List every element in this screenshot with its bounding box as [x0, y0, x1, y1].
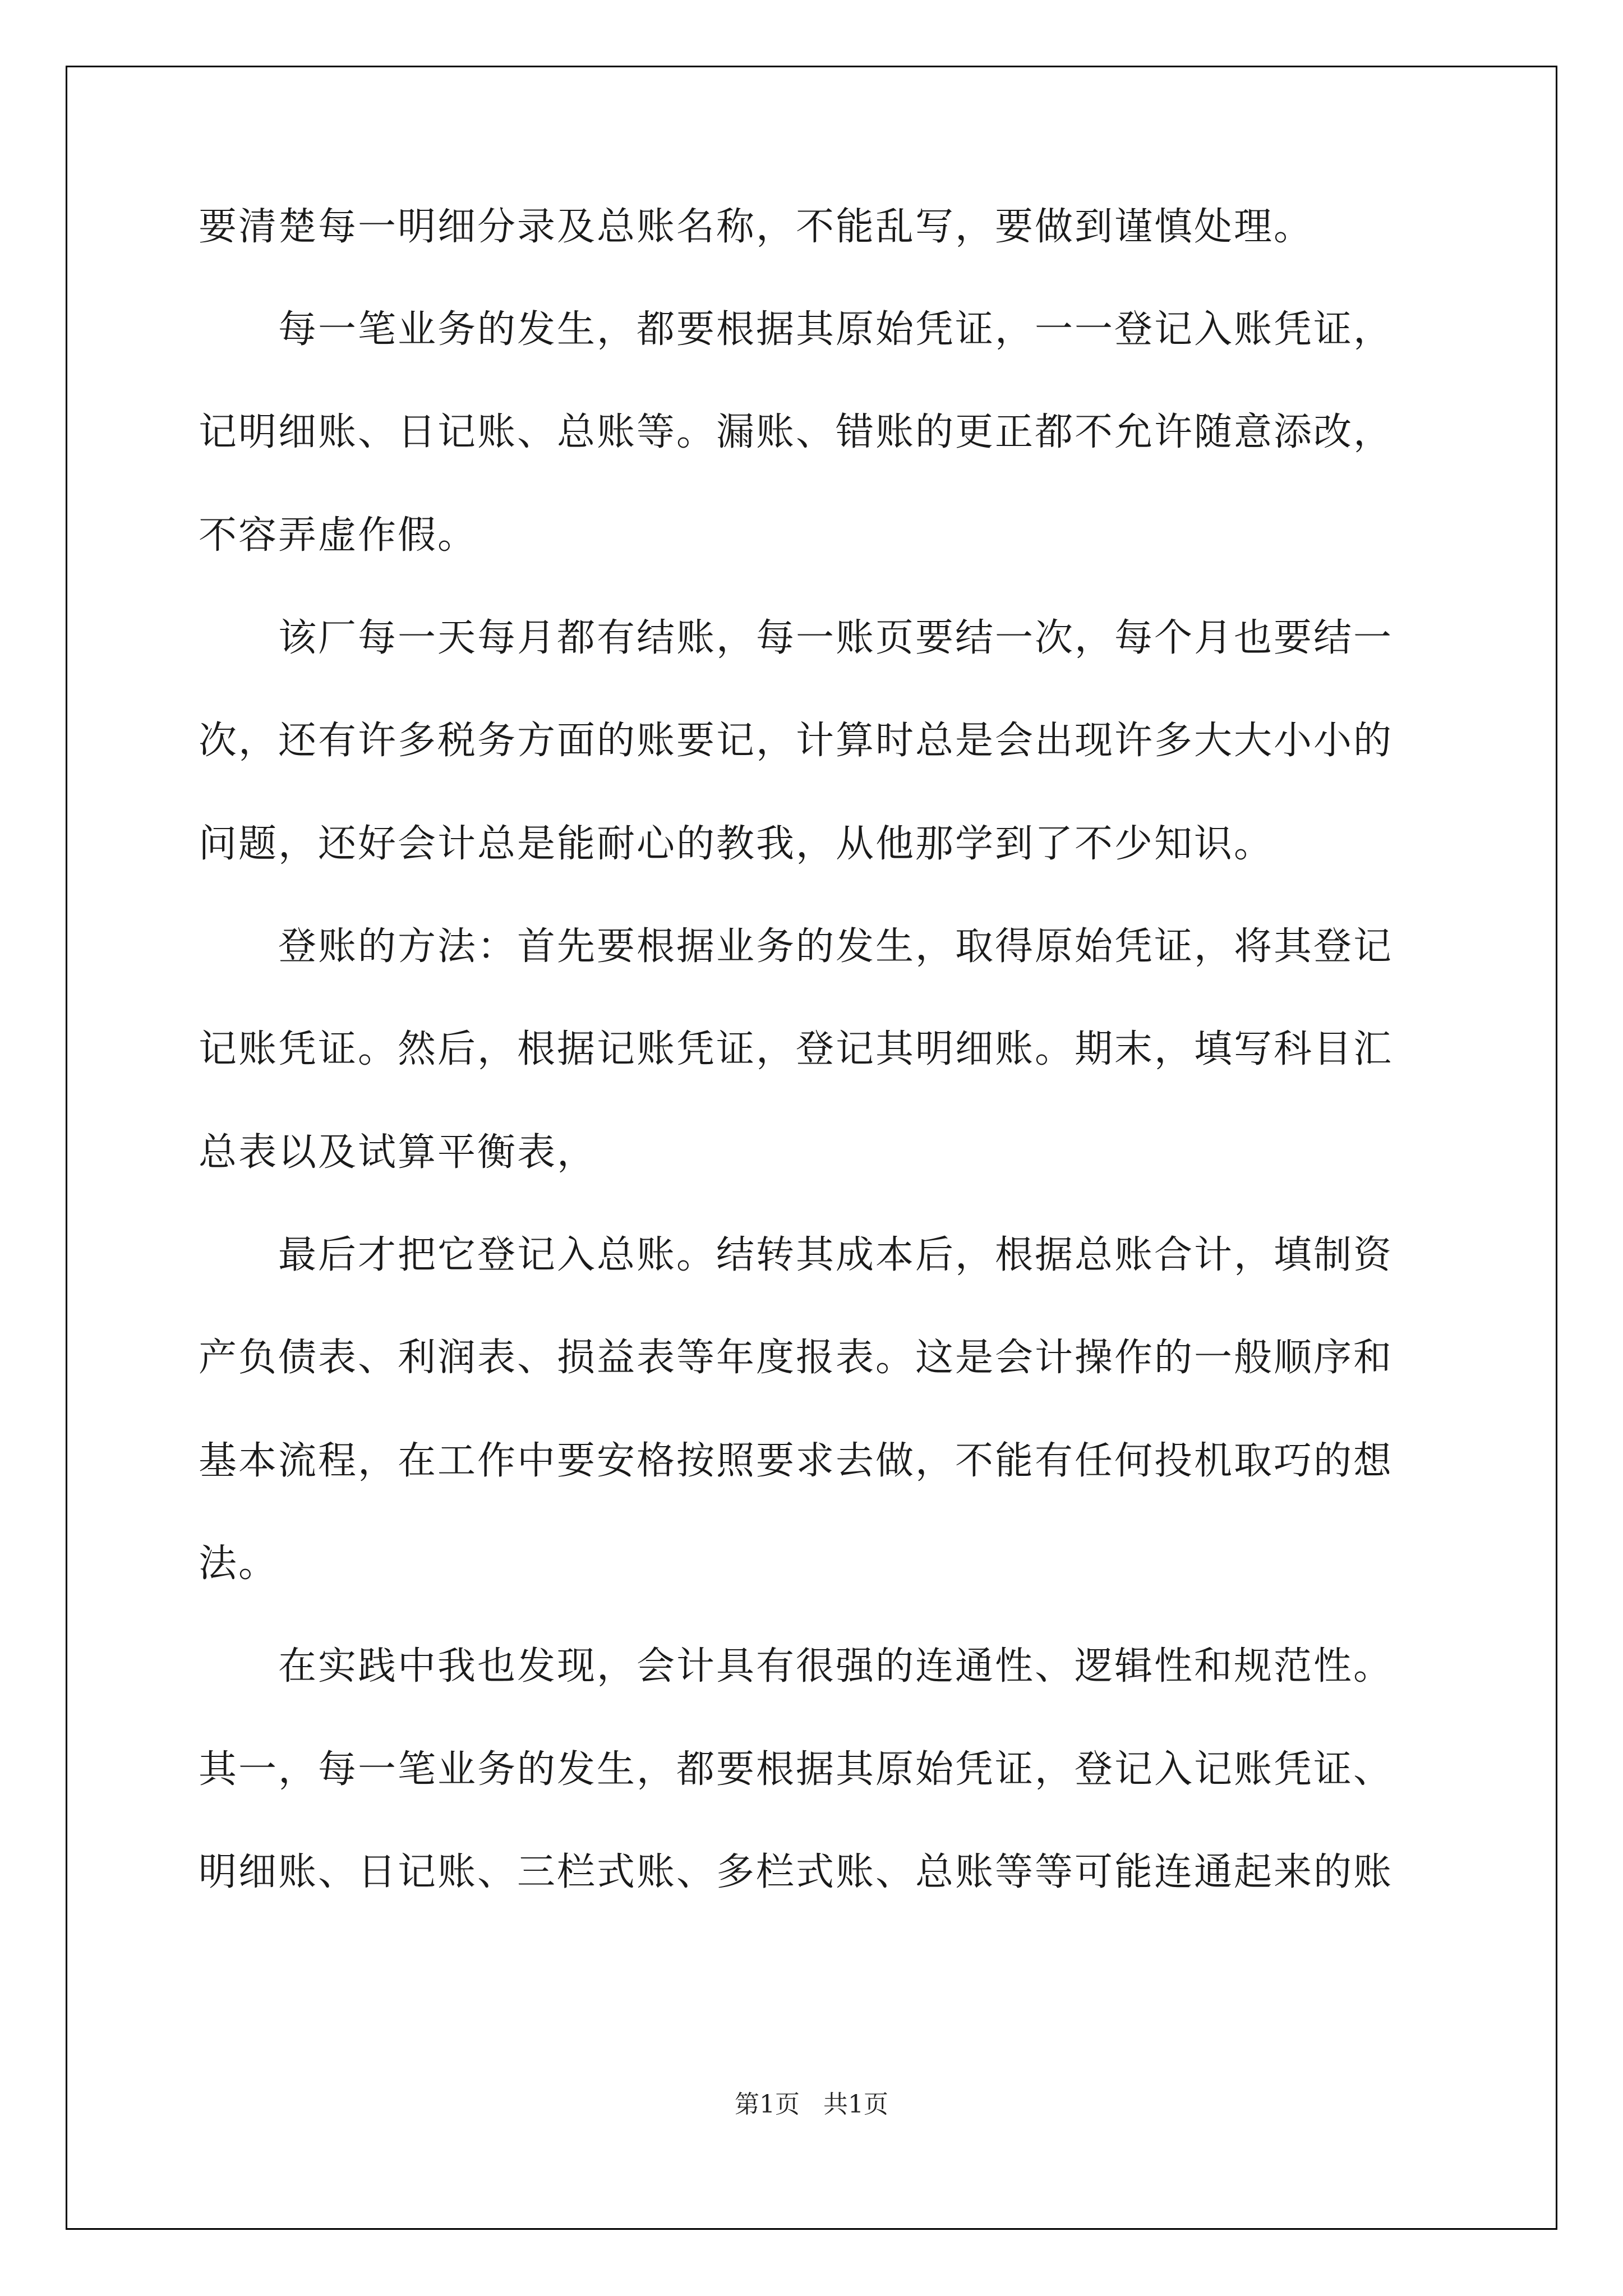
text-line-3: 记明细账、日记账、总账等。漏账、错账的更正都不允许随意添改，	[199, 410, 1394, 454]
text-line-6: 次，还有许多税务方面的账要记，计算时总是会出现许多大大小小的	[199, 719, 1394, 763]
text-line-4: 不容弄虚作假。	[199, 513, 478, 558]
text-line-1: 要清楚每一明细分录及总账名称，不能乱写，要做到谨慎处理。	[199, 205, 1314, 249]
text-line-17: 明细账、日记账、三栏式账、多栏式账、总账等等可能连通起来的账	[199, 1850, 1394, 1894]
text-line-12: 产负债表、利润表、损益表等年度报表。这是会计操作的一般顺序和	[199, 1336, 1394, 1380]
text-line-9: 记账凭证。然后，根据记账凭证，登记其明细账。期末，填写科目汇	[199, 1027, 1394, 1071]
text-line-13: 基本流程，在工作中要安格按照要求去做，不能有任何投机取巧的想	[199, 1439, 1394, 1483]
text-line-14: 法。	[199, 1542, 279, 1586]
text-line-5: 该厂每一天每月都有结账，每一账页要结一次，每个月也要结一	[199, 616, 1394, 660]
text-line-8: 登账的方法：首先要根据业务的发生，取得原始凭证，将其登记	[199, 924, 1394, 969]
text-line-15: 在实践中我也发现，会计具有很强的连通性、逻辑性和规范性。	[199, 1644, 1394, 1688]
page-footer: 第1页 共1页	[735, 2090, 888, 2119]
text-line-2: 每一笔业务的发生，都要根据其原始凭证，一一登记入账凭证，	[199, 307, 1394, 352]
text-line-7: 问题，还好会计总是能耐心的教我，从他那学到了不少知识。	[199, 822, 1274, 866]
text-line-11: 最后才把它登记入总账。结转其成本后，根据总账合计，填制资	[199, 1233, 1394, 1277]
text-line-16: 其一，每一笔业务的发生，都要根据其原始凭证，登记入记账凭证、	[199, 1747, 1394, 1792]
text-line-10: 总表以及试算平衡表，	[199, 1130, 597, 1175]
